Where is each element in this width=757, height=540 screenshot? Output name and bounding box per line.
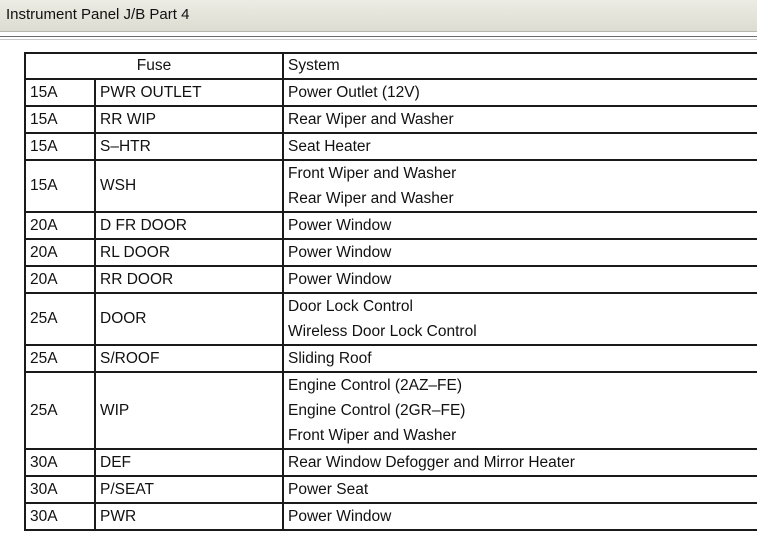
fuse-system-cell: [283, 476, 757, 503]
table-row: [25, 476, 757, 503]
table-header-row: [25, 53, 757, 79]
fuse-system-cell: [283, 372, 757, 449]
divider-line: [0, 36, 757, 37]
table-row: [25, 503, 757, 530]
fuse-amperage: 15A: [25, 79, 95, 106]
system-name: Seat Heater: [288, 138, 371, 155]
table-row: [25, 79, 757, 106]
fuse-column-header: Fuse: [25, 53, 283, 79]
system-name: Engine Control (2AZ–FE): [288, 377, 463, 394]
fuse-amperage: 20A: [25, 266, 95, 293]
system-name: Door Lock Control: [288, 298, 413, 315]
system-name: Engine Control (2GR–FE): [288, 402, 466, 419]
fuse-amperage: 30A: [25, 503, 95, 530]
fuse-system-cell: [283, 503, 757, 530]
table-row: [25, 160, 757, 212]
fuse-amperage: 15A: [25, 106, 95, 133]
system-name: Front Wiper and Washer: [288, 427, 457, 444]
table-row: [25, 345, 757, 372]
fuse-amperage: 30A: [25, 476, 95, 503]
fuse-system-cell: [283, 160, 757, 212]
system-name: Power Window: [288, 217, 392, 234]
fuse-name: RL DOOR: [95, 239, 283, 266]
table-row: [25, 266, 757, 293]
fuse-amperage: 20A: [25, 212, 95, 239]
system-name: Power Seat: [288, 481, 369, 498]
system-name: Power Window: [288, 271, 392, 288]
fuse-name: S/ROOF: [95, 345, 283, 372]
fuse-name: PWR OUTLET: [95, 79, 283, 106]
fuse-system-cell: [283, 345, 757, 372]
system-name: Front Wiper and Washer: [288, 165, 457, 182]
fuse-name: WIP: [95, 372, 283, 449]
table-row: [25, 372, 757, 449]
title-bar: [0, 0, 757, 32]
fuse-amperage: 15A: [25, 160, 95, 212]
fuse-system-cell: [283, 79, 757, 106]
page-title: Instrument Panel J/B Part 4: [6, 6, 190, 23]
fuse-amperage: 15A: [25, 133, 95, 160]
fuse-system-cell: [283, 239, 757, 266]
fuse-table: [24, 52, 757, 531]
table-row: [25, 293, 757, 345]
fuse-name: PWR: [95, 503, 283, 530]
fuse-table-body: [25, 79, 757, 530]
table-row: [25, 212, 757, 239]
fuse-amperage: 25A: [25, 345, 95, 372]
system-name: Rear Wiper and Washer: [288, 190, 454, 207]
fuse-system-cell: [283, 106, 757, 133]
table-row: [25, 106, 757, 133]
fuse-table-container: [24, 52, 757, 531]
system-name: Rear Window Defogger and Mirror Heater: [288, 454, 575, 471]
system-name: Sliding Roof: [288, 350, 372, 367]
fuse-amperage: 30A: [25, 449, 95, 476]
fuse-amperage: 25A: [25, 293, 95, 345]
system-name: Power Window: [288, 508, 392, 525]
fuse-system-cell: [283, 212, 757, 239]
fuse-name: DOOR: [95, 293, 283, 345]
divider-line-secondary: [0, 39, 757, 40]
fuse-name: RR DOOR: [95, 266, 283, 293]
system-name: Power Outlet (12V): [288, 84, 420, 101]
fuse-name: S–HTR: [95, 133, 283, 160]
table-row: [25, 449, 757, 476]
system-name: Wireless Door Lock Control: [288, 323, 477, 340]
fuse-system-cell: [283, 133, 757, 160]
system-name: Rear Wiper and Washer: [288, 111, 454, 128]
table-row: [25, 239, 757, 266]
fuse-name: D FR DOOR: [95, 212, 283, 239]
system-column-header: System: [283, 53, 757, 79]
fuse-name: P/SEAT: [95, 476, 283, 503]
fuse-system-cell: [283, 449, 757, 476]
fuse-system-cell: [283, 293, 757, 345]
fuse-name: WSH: [95, 160, 283, 212]
fuse-name: RR WIP: [95, 106, 283, 133]
fuse-name: DEF: [95, 449, 283, 476]
system-name: Power Window: [288, 244, 392, 261]
fuse-system-cell: [283, 266, 757, 293]
fuse-amperage: 20A: [25, 239, 95, 266]
fuse-amperage: 25A: [25, 372, 95, 449]
table-row: [25, 133, 757, 160]
